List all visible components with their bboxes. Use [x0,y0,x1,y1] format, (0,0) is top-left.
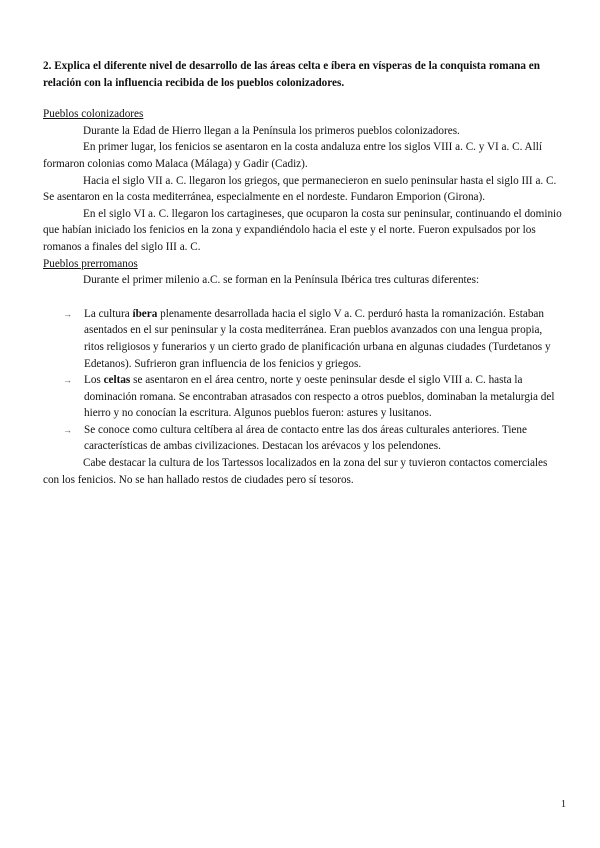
arrow-bullet-icon: → [63,308,72,319]
paragraph: Hacia el siglo VII a. C. llegaron los griegos, que permanecieron en suelo peninsular hasta el siglo III a. C. Se asentaron en la costa mediterránea, especialmente en el nordeste. Fundaron Emporion (Girona). [43,174,557,204]
bullet-bold-term: celtas [103,374,131,387]
list-item-celtas [43,372,563,422]
document-page [43,58,563,488]
list-item-ibera [43,306,563,372]
paragraph: Durante la Edad de Hierro llegan a la Península los primeros pueblos colonizadores. [83,124,460,137]
bullet-text-pre: La cultura [84,307,133,320]
arrow-bullet-icon: → [63,375,72,386]
bullet-text-pre: Los [84,374,104,387]
paragraph-closing: Cabe destacar la cultura de los Tartessos localizados en la zona del sur y tuvieron contactos comerciales con los fenicios. No se han hallado restos de ciudades pero sí tesoros. [43,457,548,486]
paragraph: En primer lugar, los fenicios se asentaron en la costa andaluza entre los siglos VIII a. C. y VI a. C. Allí formaron colonias como Malaca (Málaga) y Gadir (Cadiz). [43,141,542,170]
section-title-prerromanos: Pueblos prerromanos [43,257,138,270]
section-title-colonizadores: Pueblos colonizadores [43,108,144,121]
bullet-text-post: se asentaron en el área centro, norte y oeste peninsular desde el siglo VIII a. C. hasta la dominación romana. Se encontraban atrasados con respecto a otros pueblos, dominaban la metalurgia del hierro y no conocían la escritura. Algunos pueblos fueron: astures y lusitanos. [84,374,555,420]
question-heading: 2. Explica el diferente nivel de desarrollo de las áreas celta e íbera en vísperas de la conquista romana en relación con la influencia recibida de los pueblos colonizadores. [43,60,540,89]
page-number: 1 [561,799,566,810]
bullet-text-pre: Se conoce como cultura celtíbera al área de contacto entre las dos áreas culturales anteriores. Tiene características de ambas civilizaciones. Destacan los arévacos y los pelendones. [84,423,527,453]
list-item-celtibera [43,422,563,455]
bullet-bold-term: íbera [132,307,158,320]
culture-list [43,306,563,455]
paragraph-intro: Durante el primer milenio a.C. se forman en la Península Ibérica tres culturas diferentes: [83,274,480,287]
bullet-text-post: plenamente desarrollada hacia el siglo V a. C. perduró hasta la romanización. Estaban asentados en el sur peninsular y la costa mediterránea. Eran pueblos avanzados con una lengua propia, ritos religiosos y funerarios y un cierto grado de planificación urbana en algunas ciudades (Turdetanos y Edetanos). Sufrieron gran influencia de los fenicios y griegos. [84,307,551,370]
paragraph: En el siglo VI a. C. llegaron los cartagineses, que ocuparon la costa sur peninsular, continuando el dominio que habían iniciado los fenicios en la zona y expandiéndolo hacia el este y el norte. Fueron expulsados por los romanos a finales del siglo III a. C. [43,207,562,253]
arrow-bullet-icon: → [63,424,72,435]
